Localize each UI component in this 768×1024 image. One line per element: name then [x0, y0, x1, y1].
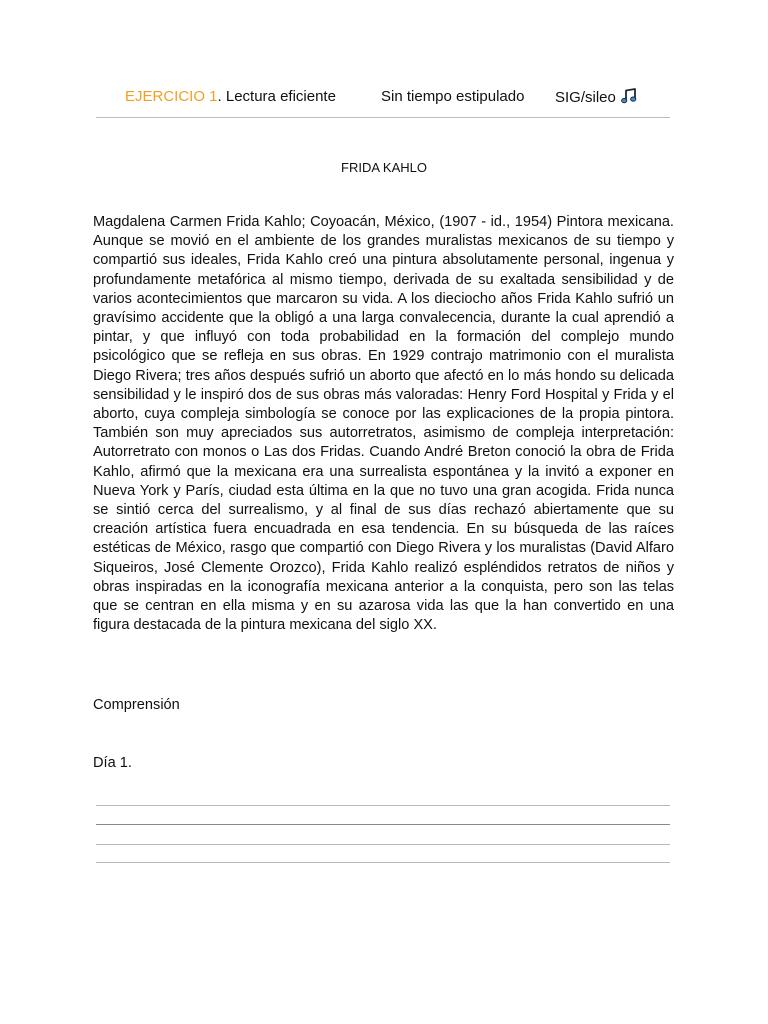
answer-line[interactable]	[96, 805, 670, 806]
comprehension-heading: Comprensión	[93, 697, 180, 713]
time-limit-text: Sin tiempo estipulado	[381, 88, 525, 105]
answer-line[interactable]	[96, 844, 670, 845]
document-title: FRIDA KAHLO	[341, 160, 427, 175]
exercise-label	[125, 87, 336, 107]
exercise-title: . Lectura eficiente	[217, 88, 336, 105]
exercise-header	[96, 86, 670, 108]
sig-code-text: SIG/sileo	[555, 89, 616, 106]
sig-code-group	[555, 87, 638, 108]
reading-paragraph: Magdalena Carmen Frida Kahlo; Coyoacán, México, (1907 - id., 1954) Pintora mexicana. Aunque se movió en el ambiente de los grandes muralistas mexicanos de su tiempo y compartió sus ideales, Frida Kahlo creó una pintura absolutamente personal, ingenua y profundamente metafórica al mismo tiempo, derivada de su exaltada sensibilidad y de varios acontecimientos que marcaron su vida. A los dieciocho años Frida Kahlo sufrió un gravísimo accidente que la obligó a una larga convalecencia, durante la cual aprendió a pintar, y que influyó con toda probabilidad en la formación del complejo mundo psicológico que se refleja en sus obras. En 1929 contrajo matrimonio con el muralista Diego Rivera; tres años después sufrió un aborto que afectó en lo más hondo su delicada sensibilidad y le inspiró dos de sus obras más valoradas: Henry Ford Hospital y Frida y el aborto, cuya compleja simbología se conoce por las explicaciones de la propia pintora. También son muy apreciados sus autorretratos, asimismo de compleja interpretación: Autorretrato con monos o Las dos Fridas. Cuando André Breton conoció la obra de Frida Kahlo, afirmó que la mexicana era una surrealista espontánea y la invitó a exponer en Nueva York y París, ciudad esta última en la que no tuvo una gran acogida. Frida nunca se sintió cerca del surrealismo, y al final de sus días rechazó abiertamente que su creación artística fuera encuadrada en esa tendencia. En su búsqueda de las raíces estéticas de México, rasgo que compartió con Diego Rivera y los muralistas (David Alfaro Siqueiros, José Clemente Orozco), Frida Kahlo realizó espléndidos retratos de niños y obras inspiradas en la iconografía mexicana anterior a la conquista, pero son las telas que se centran en ella misma y en su azarosa vida las que la han convertido en una figura destacada de la pintura mexicana del siglo XX.	[93, 214, 674, 634]
exercise-number: EJERCICIO 1	[125, 88, 218, 105]
music-note-icon	[620, 87, 638, 105]
header-divider	[96, 117, 670, 118]
day-label: Día 1.	[93, 755, 132, 771]
answer-line[interactable]	[96, 824, 670, 825]
answer-line[interactable]	[96, 862, 670, 863]
